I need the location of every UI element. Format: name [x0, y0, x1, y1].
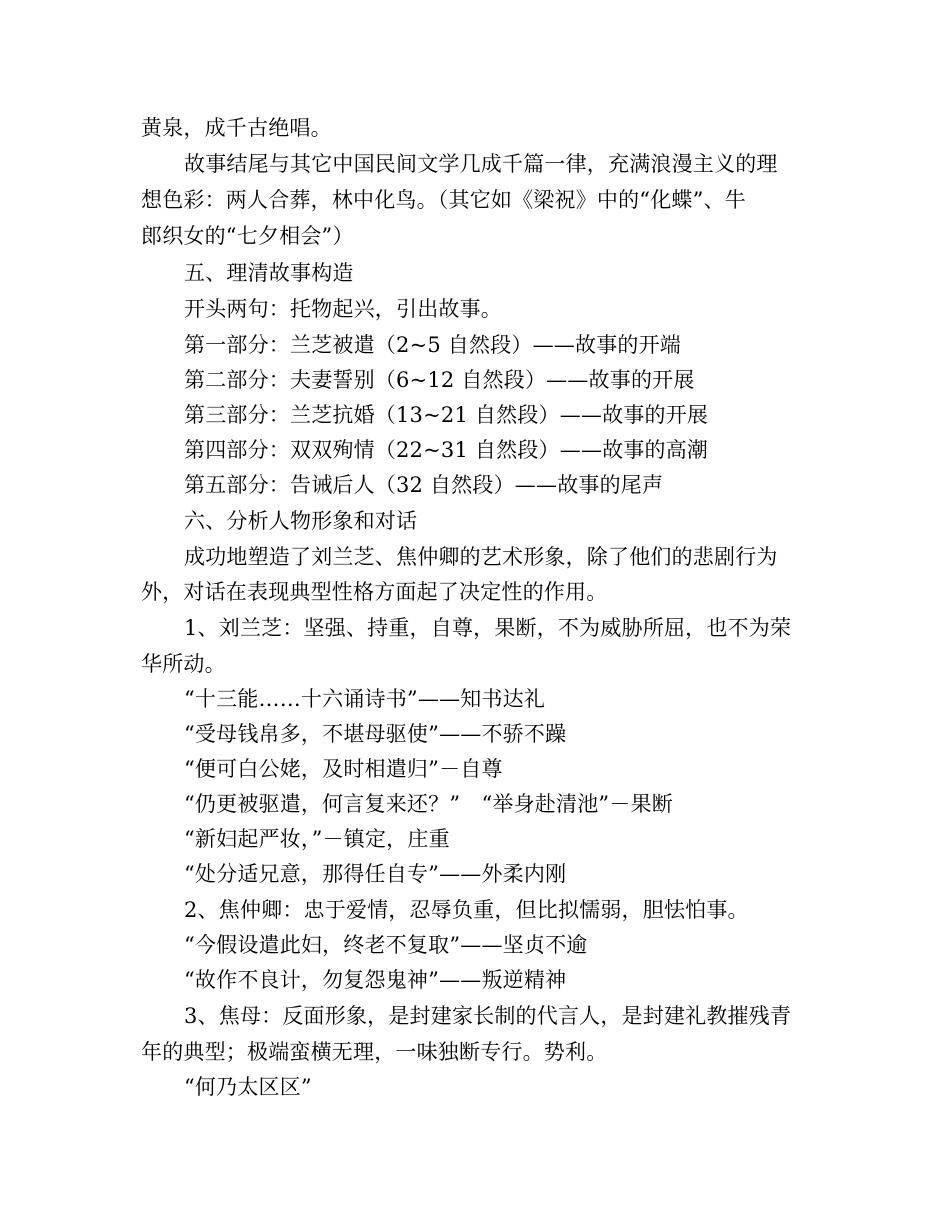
text-line: 开头两句：托物起兴，引出故事。: [184, 297, 502, 321]
section-heading: 六、分析人物形象和对话: [184, 509, 418, 533]
text-line: 外，对话在表现典型性格方面起了决定性的作用。: [141, 580, 608, 604]
text-line: 华所动。: [141, 652, 226, 676]
text-line: 第五部分：告诫后人（32 自然段）——故事的尾声: [184, 473, 664, 497]
text-line: 2、焦仲卿：忠于爱情，忍辱负重，但比拟懦弱，胆怯怕事。: [184, 898, 749, 922]
quote-line: “故作不良计，勿复怨鬼神”——叛逆精神: [184, 968, 567, 992]
quote-line: “仍更被驱遣，何言复来还？” “举身赴清池”－果断: [184, 792, 673, 816]
text-line: 第三部分：兰芝抗婚（13~21 自然段）——故事的开展: [184, 403, 709, 427]
text-line: 年的典型；极端蛮横无理，一味独断专行。势利。: [141, 1040, 608, 1064]
text-line: 第一部分：兰芝被遣（2~5 自然段）——故事的开端: [184, 333, 681, 357]
quote-line: “十三能……十六诵诗书”——知书达礼: [184, 687, 546, 711]
text-line: 3、焦母：反面形象，是封建家长制的代言人，是封建礼教摧残青: [184, 1004, 792, 1028]
quote-line: “何乃太区区”: [184, 1075, 312, 1099]
text-line: 成功地塑造了刘兰芝、焦仲卿的艺术形象，除了他们的悲剧行为: [184, 545, 778, 569]
quote-line: “今假设遣此妇，终老不复取”——坚贞不逾: [184, 933, 588, 957]
quote-line: “便可白公姥，及时相遣归”－自尊: [184, 757, 503, 781]
text-line: 郎织女的“七夕相会”）: [141, 224, 354, 248]
section-heading: 五、理清故事构造: [184, 261, 354, 285]
text-line: 黄泉，成千古绝唱。: [141, 116, 332, 140]
quote-line: “新妇起严妆，”－镇定，庄重: [184, 827, 450, 851]
text-line: 第二部分：夫妻誓别（6~12 自然段）——故事的开展: [184, 368, 695, 392]
text-line: 故事结尾与其它中国民间文学几成千篇一律，充满浪漫主义的理: [184, 152, 778, 176]
quote-line: “处分适兄意，那得任自专”——外柔内刚: [184, 862, 567, 886]
text-line: 1、刘兰芝：坚强、持重，自尊，果断，不为威胁所屈，也不为荣: [184, 616, 792, 640]
text-line: 想色彩：两人合葬，林中化鸟。（其它如《梁祝》中的“化蝶”、牛: [141, 188, 746, 212]
quote-line: “受母钱帛多，不堪母驱使”——不骄不躁: [184, 722, 567, 746]
text-line: 第四部分：双双殉情（22~31 自然段）——故事的高潮: [184, 438, 709, 462]
